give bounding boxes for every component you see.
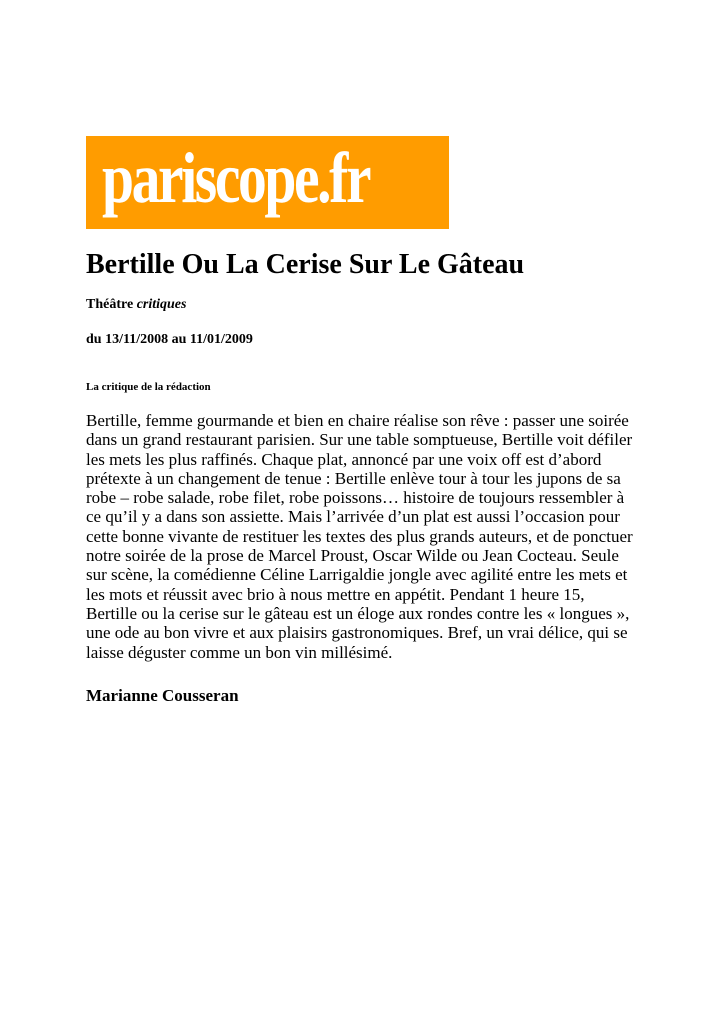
review-line: Bertille, femme gourmande et bien en chaire réalise son rêve : passer une soirée [86, 411, 629, 430]
review-line: laisse déguster comme un bon vin millésimé. [86, 642, 393, 662]
review-line: dans un grand restaurant parisien. Sur une table somptueuse, Bertille voit défiler [86, 430, 633, 450]
subcategory-label: critiques [136, 297, 187, 312]
review-line: notre soirée de la prose de Marcel Proust, Oscar Wilde ou Jean Cocteau. Seule [86, 546, 619, 566]
review-line: sur scène, la comédienne Céline Larrigaldie jongle avec agilité entre les mets et [86, 565, 628, 585]
category-label: Théâtre [86, 297, 134, 312]
review-body [86, 411, 646, 662]
review-line: une ode au bon vivre et aux plaisirs gastronomiques. Bref, un vrai délice, qui se [86, 623, 628, 643]
logo-wordmark: pariscope.fr [102, 138, 370, 218]
review-line: ce qu’il y a dans son assiette. Mais l’arrivée d’un plat est aussi l’occasion pour [86, 507, 620, 527]
review-line: Bertille ou la cerise sur le gâteau est un éloge aux rondes contre les « longues », [86, 603, 630, 623]
review-line: les mots et réussit avec brio à nous mettre en appétit. Pendant 1 heure 15, [86, 584, 585, 604]
review-line: prétexte à un changement de tenue : Bertille enlève tour à tour les jupons de sa [86, 468, 621, 488]
pariscope-logo [86, 136, 449, 229]
review-line: les mets les plus raffinés. Chaque plat, annoncé par une voix off est d’abord [86, 449, 602, 469]
review-line: cette bonne vivante de restituer les textes des plus grands auteurs, et de ponctuer [86, 526, 633, 546]
article-title: Bertille Ou La Cerise Sur Le Gâteau [86, 249, 525, 280]
section-label: La critique de la rédaction [86, 381, 211, 393]
article-category [86, 296, 186, 314]
performance-dates: du 13/11/2008 au 11/01/2009 [86, 332, 253, 347]
author-name: Marianne Cousseran [86, 686, 239, 705]
review-line: robe – robe salade, robe filet, robe poissons… histoire de toujours ressembler à [86, 488, 625, 508]
